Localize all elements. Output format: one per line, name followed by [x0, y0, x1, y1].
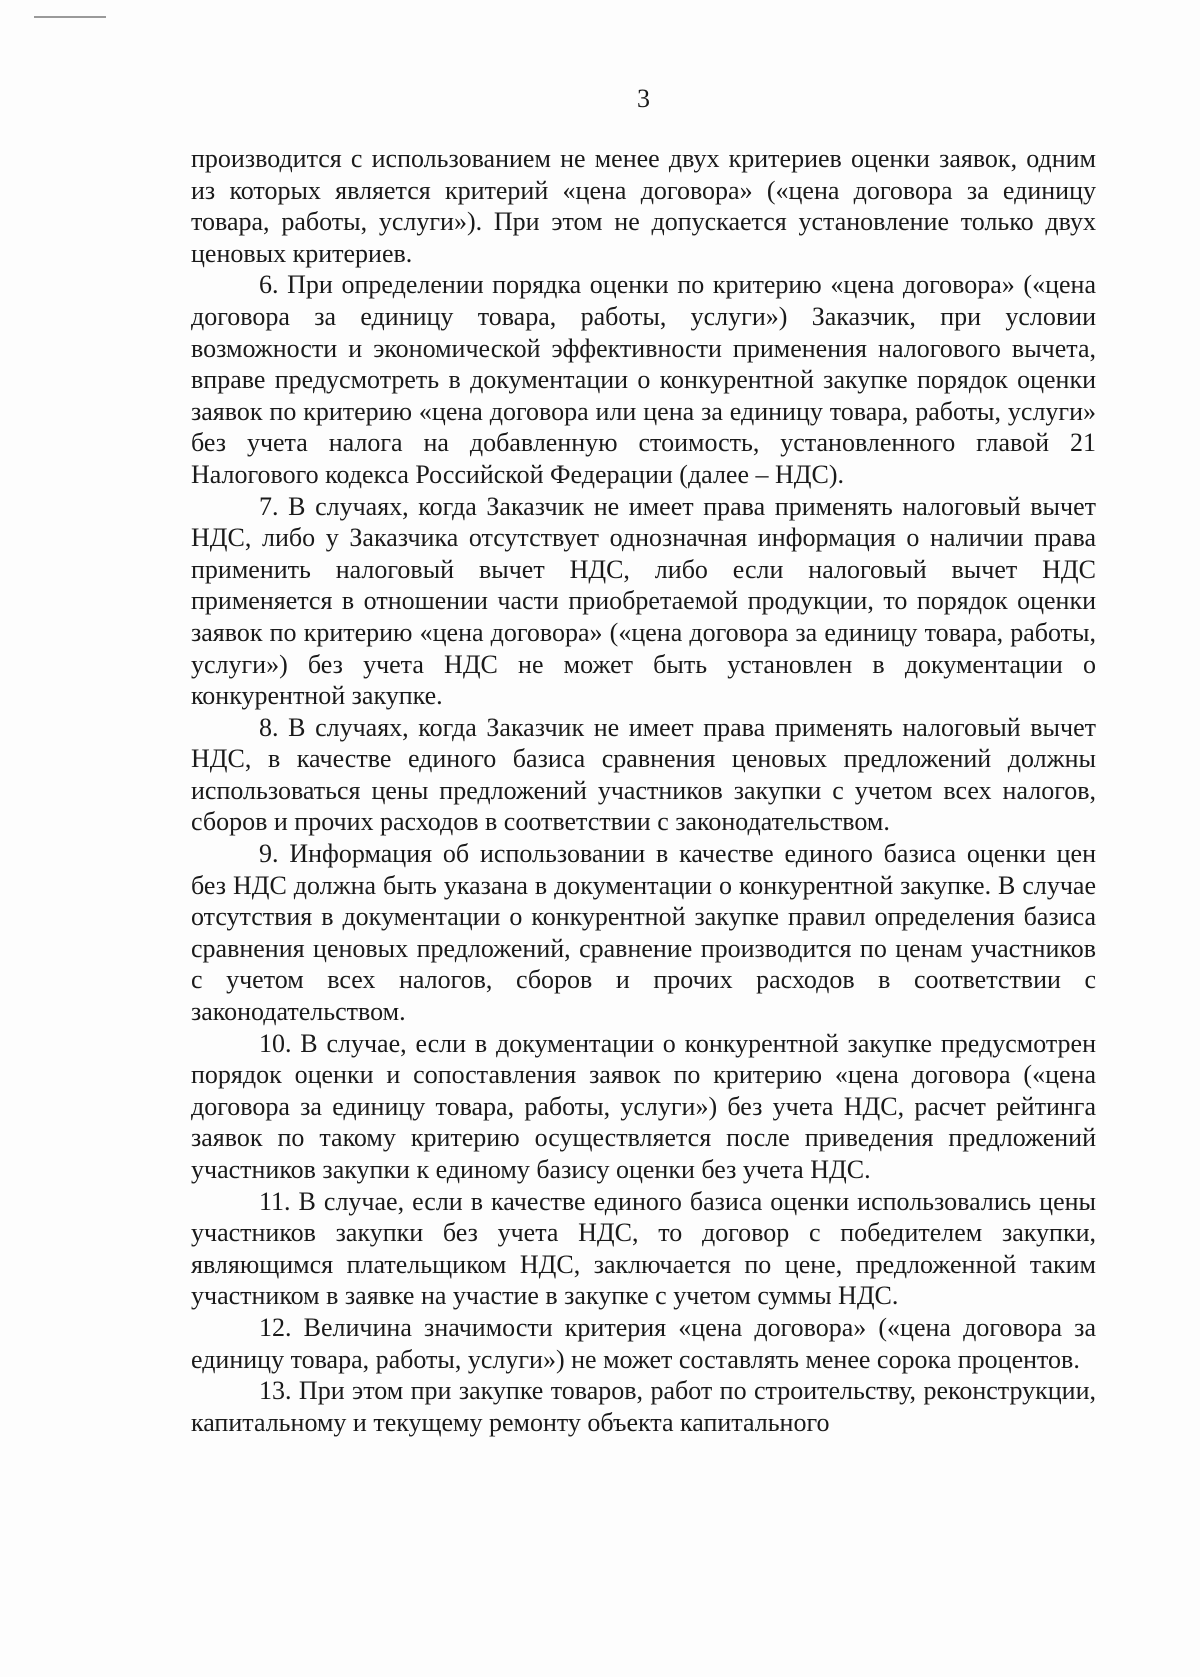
paragraph-11: 11. В случае, если в качестве единого базиса оценки использовались цены участников закупки без учета НДС, то договор с победителем закупки, являющимся плательщиком НДС, заключается по цене, предложенной таким участником в заявке на участие в закупке с учетом суммы НДС. — [191, 1186, 1096, 1311]
paragraph-13: 13. При этом при закупке товаров, работ по строительству, реконструкции, капитальному и текущему ремонту объекта капитального — [191, 1376, 1096, 1437]
paragraph-7: 7. В случаях, когда Заказчик не имеет права применять налоговый вычет НДС, либо у Заказчика отсутствует однозначная информация о наличии права применить налоговый вычет НДС, либо если налоговый вычет НДС применяется в отношении части приобретаемой продукции, то порядок оценки заявок по критерию «цена договора» («цена договора за единицу товара, работы, услуги») без учета НДС не может быть установлен в документации о конкурентной закупке. — [191, 491, 1096, 711]
paragraph-10: 10. В случае, если в документации о конкурентной закупке предусмотрен порядок оценки и сопоставления заявок по критерию «цена договора («цена договора за единицу товара, работы, услуги») без учета НДС, расчет рейтинга заявок по такому критерию осуществляется после приведения предложений участников закупки к единому базису оценки без учета НДС. — [191, 1028, 1096, 1184]
scan-artifact-mark — [34, 16, 106, 18]
paragraph-12: 12. Величина значимости критерия «цена договора» («цена договора за единицу товара, работы, услуги») не может составлять менее сорока процентов. — [191, 1312, 1096, 1374]
paragraph-8: 8. В случаях, когда Заказчик не имеет права применять налоговый вычет НДС, в качестве единого базиса сравнения ценовых предложений должны использоваться цены предложений участников закупки с учетом всех налогов, сборов и прочих расходов в соответствии с законодательством. — [191, 712, 1096, 837]
paragraph-continuation: производится с использованием не менее двух критериев оценки заявок, одним из которых является критерий «цена договора» («цена договора за единицу товара, работы, услуги»). При этом не допускается установление только двух ценовых критериев. — [191, 144, 1096, 268]
paragraph-9: 9. Информация об использовании в качестве единого базиса оценки цен без НДС должна быть указана в документации о конкурентной закупке. В случае отсутствия в документации о конкурентной закупке правил определения базиса сравнения ценовых предложений, сравнение производится по ценам участников с учетом всех налогов, сборов и прочих расходов в соответствии с законодательством. — [191, 839, 1096, 1027]
page-number: 3 — [637, 84, 650, 113]
document-body — [191, 143, 1096, 1438]
paragraph-6: 6. При определении порядка оценки по критерию «цена договора» («цена договора за единицу товара, работы, услуги») Заказчик, при условии возможности и экономической эффективности применения налогового вычета, вправе предусмотреть в документации о конкурентной закупке порядок оценки заявок по критерию «цена договора или цена за единицу товара, работы, услуги» без учета налога на добавленную стоимость, установленного главой 21 Налогового кодекса Российской Федерации (далее – НДС). — [191, 270, 1096, 489]
